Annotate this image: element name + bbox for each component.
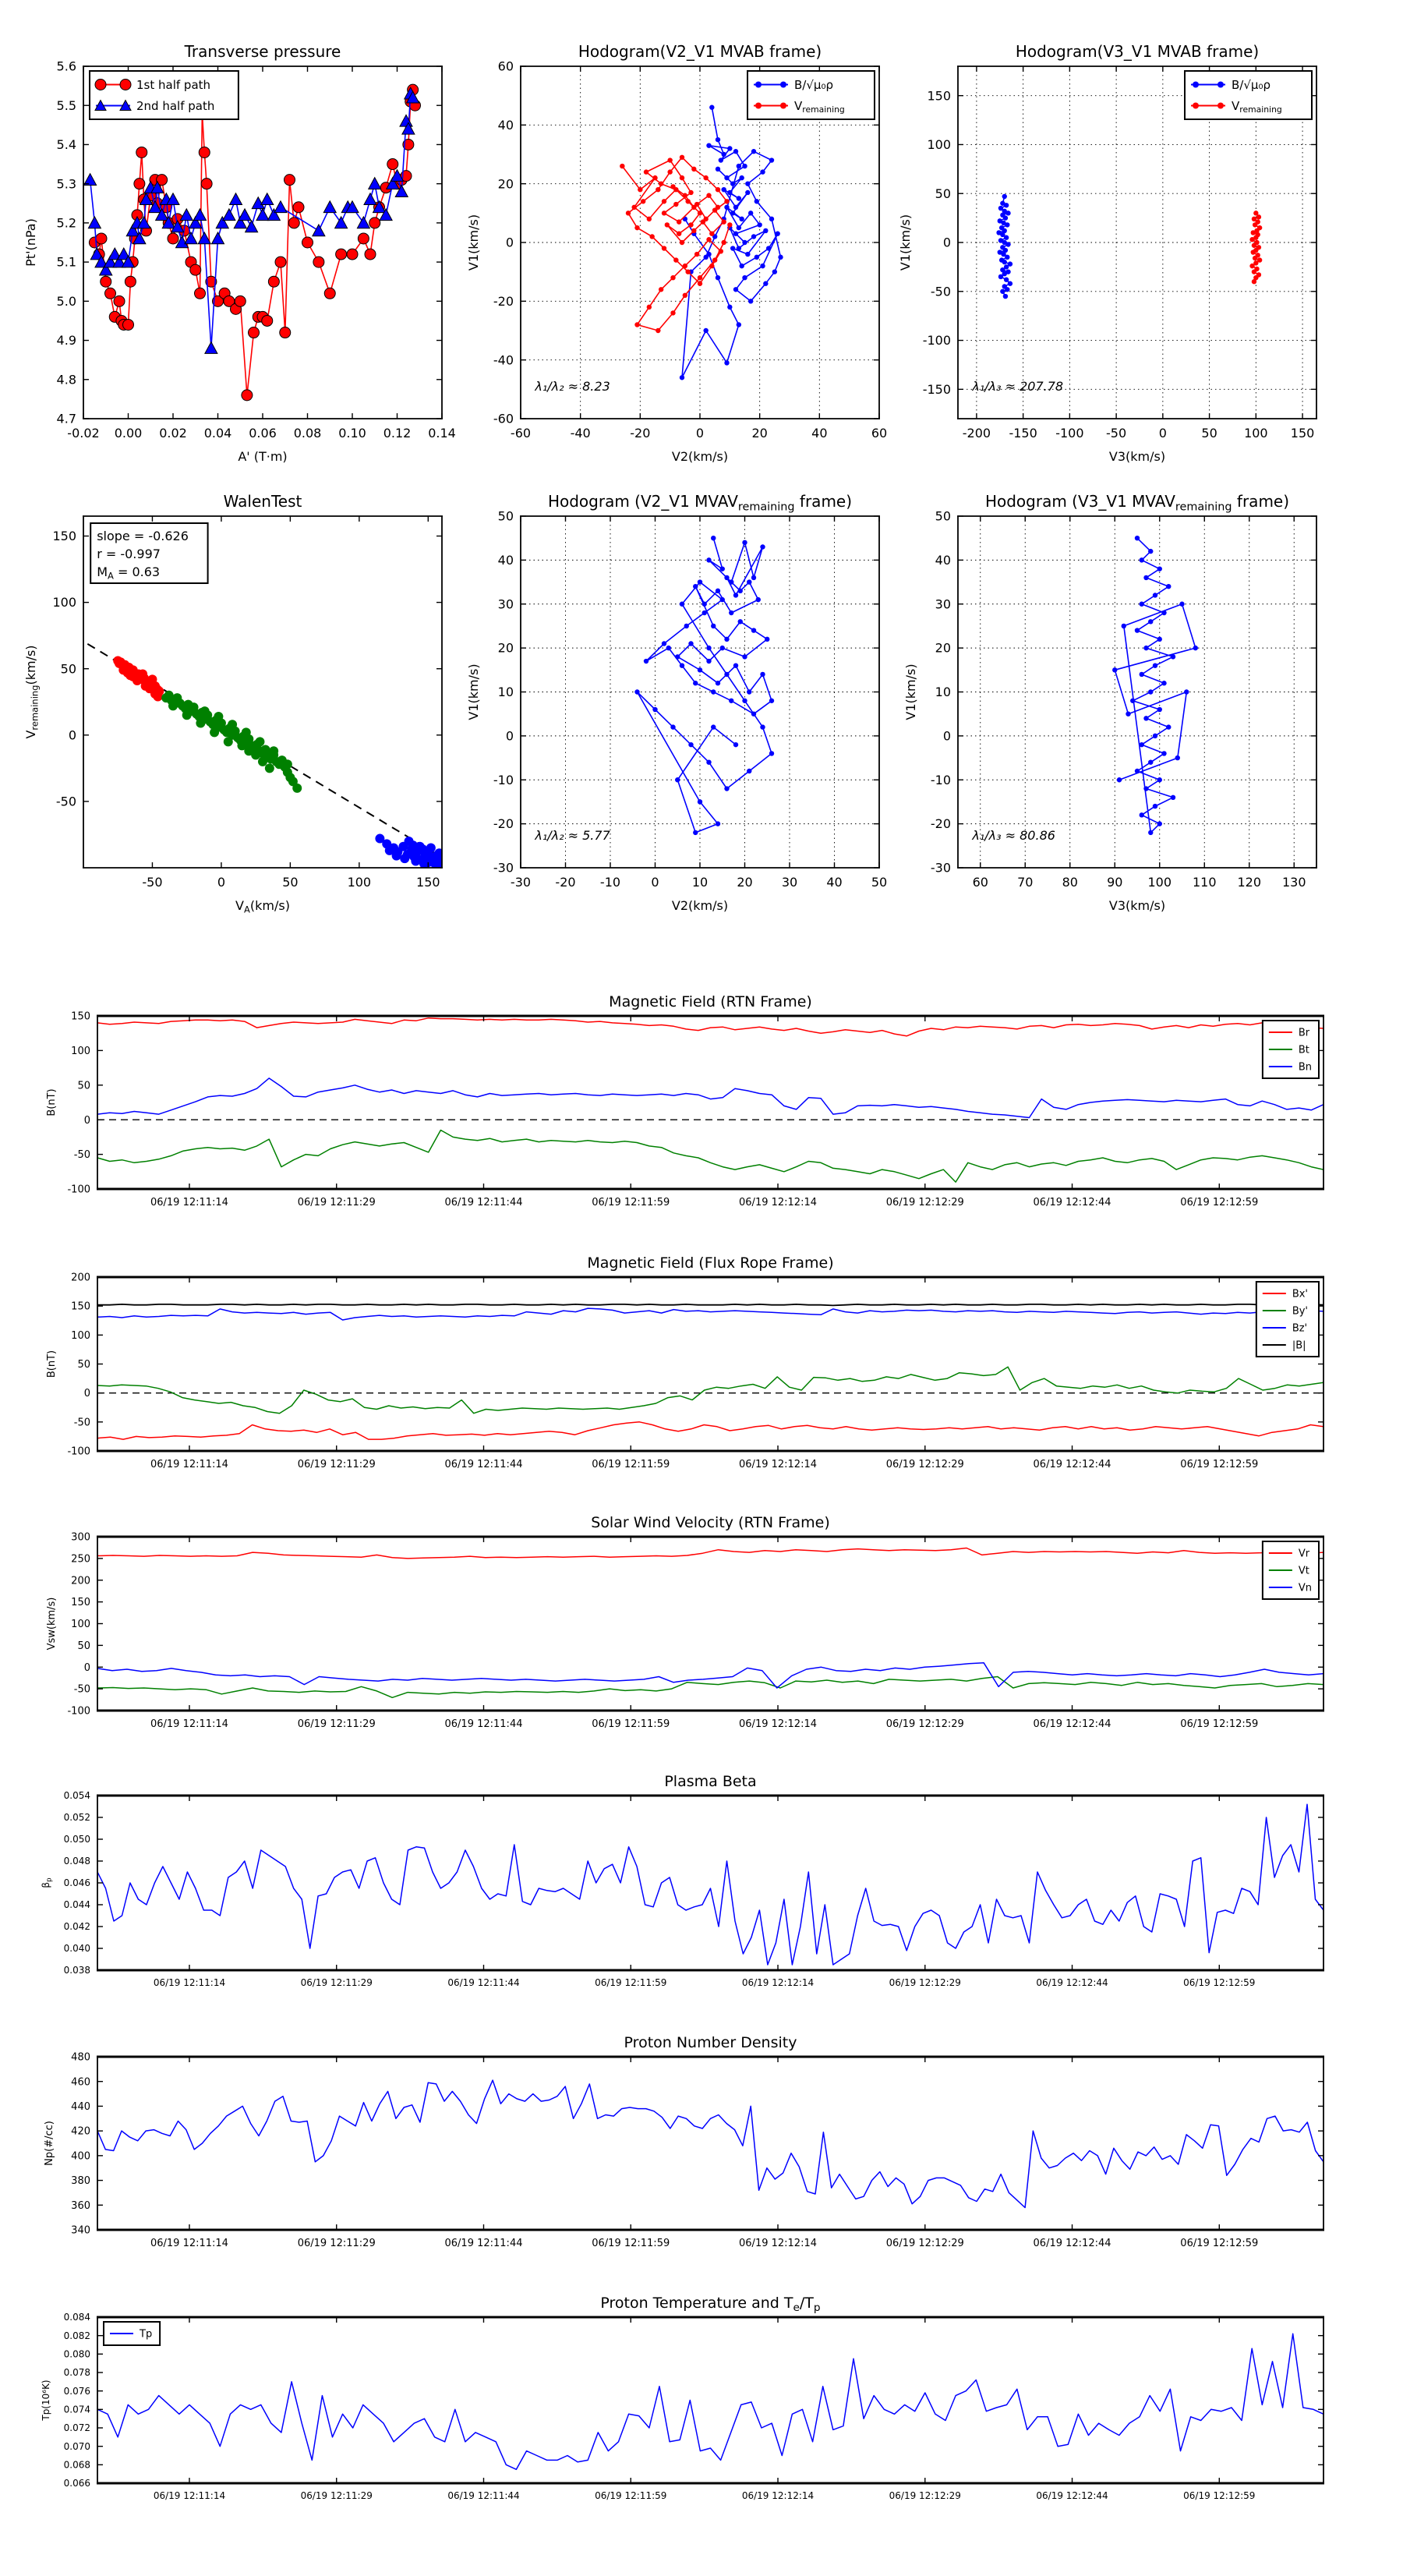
subplot-title: WalenTest xyxy=(223,492,302,511)
series-Vr xyxy=(97,1548,1323,1559)
x-tick-label: 06/19 12:12:59 xyxy=(1180,1197,1259,1208)
x-tick-label: 06/19 12:11:14 xyxy=(150,1197,228,1208)
legend-label: By' xyxy=(1292,1305,1309,1318)
y-tick-label: 4.9 xyxy=(56,333,76,349)
h2-series xyxy=(996,194,1262,299)
x-tick-label: 100 xyxy=(347,875,372,890)
bfr-subplot xyxy=(46,1254,1324,1470)
subplot-title: Hodogram(V3_V1 MVAB frame) xyxy=(1015,42,1260,61)
x-tick-label: 70 xyxy=(1017,875,1034,890)
x-tick-label: -20 xyxy=(555,875,576,890)
y-tick-label: -50 xyxy=(73,1417,90,1429)
markers-front xyxy=(113,656,164,702)
markers-rear xyxy=(375,834,449,870)
x-tick-label: 06/19 12:12:29 xyxy=(889,2490,961,2501)
legend-label: B/√μ₀ρ xyxy=(1232,77,1270,92)
y-tick-label: 100 xyxy=(71,1329,90,1342)
x-tick-label: 06/19 12:11:59 xyxy=(595,1977,667,1988)
y-tick-label: 40 xyxy=(935,552,951,568)
annotation-line: slope = -0.626 xyxy=(97,529,189,544)
x-tick-label: 06/19 12:12:29 xyxy=(889,1977,961,1988)
x-tick-label: -50 xyxy=(142,875,163,890)
x-tick-label: 0 xyxy=(651,875,659,890)
y-tick-label: -150 xyxy=(922,381,951,397)
x-tick-label: 0.00 xyxy=(114,426,143,441)
y-axis-label: $\beta_p$ xyxy=(41,1877,54,1888)
x-tick-label: 06/19 12:11:29 xyxy=(300,2490,373,2501)
legend-label: |B| xyxy=(1292,1339,1306,1352)
y-tick-label: 0.074 xyxy=(63,2404,90,2415)
y-tick-label: 340 xyxy=(71,2224,90,2237)
legend-label: 2nd half path xyxy=(136,98,215,113)
y-tick-label: -60 xyxy=(493,411,514,426)
subplot-title: Hodogram(V2_V1 MVAB frame) xyxy=(578,42,822,61)
x-tick-label: -60 xyxy=(510,426,532,441)
subplot-title: Plasma Beta xyxy=(664,1773,757,1790)
x-tick-label: 40 xyxy=(811,426,828,441)
y-tick-label: 300 xyxy=(71,1531,90,1544)
subplot-title: Hodogram (V2_V1 $MVAV_{remaining}$ frame) xyxy=(547,492,853,514)
vsw-series xyxy=(97,1548,1323,1698)
x-tick-label: 06/19 12:12:44 xyxy=(1033,2238,1111,2249)
x-tick-label: 06/19 12:12:29 xyxy=(885,1197,964,1208)
y-tick-label: 30 xyxy=(497,596,514,612)
subplot-title: Transverse pressure xyxy=(184,42,341,61)
markers-B/sqrt(mu0 rho) xyxy=(996,194,1012,299)
x-tick-label: 06/19 12:11:44 xyxy=(444,1718,523,1730)
x-tick-label: 06/19 12:11:14 xyxy=(153,2490,226,2501)
y-tick-label: -40 xyxy=(493,352,514,368)
x-tick-label: 150 xyxy=(1290,426,1315,441)
y-tick-label: -20 xyxy=(930,816,951,832)
h3-series xyxy=(634,536,774,835)
y-axis-label: Tp(10⁶K) xyxy=(41,2380,51,2421)
y-axis-label: B(nT) xyxy=(46,1088,58,1116)
series-Bt xyxy=(97,1131,1323,1183)
y-tick-label: 0.044 xyxy=(63,1899,90,1911)
markers-V_remaining xyxy=(620,155,732,334)
x-tick-label: 150 xyxy=(416,875,440,890)
y-tick-label: 150 xyxy=(927,88,951,104)
y-tick-label: 30 xyxy=(935,596,951,612)
x-tick-label: 06/19 12:11:59 xyxy=(592,1718,670,1730)
y-tick-label: 50 xyxy=(77,1080,90,1092)
y-tick-label: 0.054 xyxy=(63,1790,90,1802)
y-tick-label: -50 xyxy=(930,284,951,299)
legend-label: B/√μ₀ρ xyxy=(794,77,833,92)
legend-label: $V_{remaining}$ xyxy=(794,98,845,115)
pt-legend xyxy=(90,71,239,119)
legend-label: Bt xyxy=(1298,1044,1309,1056)
x-tick-label: 06/19 12:12:29 xyxy=(885,1459,964,1470)
annotation-text: λ₁/λ₃ ≈ 207.78 xyxy=(972,378,1064,394)
legend-label: Bn xyxy=(1298,1061,1313,1074)
subplot-title: Magnetic Field (RTN Frame) xyxy=(609,993,812,1010)
y-tick-label: 50 xyxy=(935,186,951,201)
series-Vt xyxy=(97,1677,1323,1698)
beta-subplot xyxy=(41,1773,1324,1988)
y-tick-label: 0.046 xyxy=(63,1877,90,1889)
walen-subplot xyxy=(23,492,450,915)
x-tick-label: 06/19 12:12:59 xyxy=(1180,1718,1259,1730)
bfr-series xyxy=(97,1304,1323,1439)
x-tick-label: 06/19 12:11:59 xyxy=(592,1197,670,1208)
legend-label: Vn xyxy=(1298,1582,1313,1594)
x-tick-label: 06/19 12:11:59 xyxy=(595,2490,667,2501)
x-tick-label: 06/19 12:12:14 xyxy=(739,1197,818,1208)
x-tick-label: 130 xyxy=(1281,875,1306,890)
y-tick-label: 50 xyxy=(497,508,514,524)
pt-subplot xyxy=(23,42,456,464)
brtn-subplot xyxy=(46,993,1324,1208)
np-series xyxy=(97,2080,1323,2207)
y-axis-label: V1(km/s) xyxy=(466,214,481,271)
vsw-legend xyxy=(1263,1541,1319,1599)
legend-label: $V_{remaining}$ xyxy=(1232,98,1282,115)
y-tick-label: 5.2 xyxy=(56,215,76,231)
h1-legend xyxy=(747,71,875,119)
y-tick-label: 20 xyxy=(497,176,514,192)
y-tick-label: 0.070 xyxy=(63,2440,90,2452)
y-tick-label: 100 xyxy=(71,1045,90,1057)
y-axis-label: V1(km/s) xyxy=(466,663,481,720)
series-V xyxy=(1115,538,1196,833)
x-tick-label: 0 xyxy=(1158,426,1167,441)
x-tick-label: 06/19 12:11:44 xyxy=(447,2490,520,2501)
y-tick-label: 0.066 xyxy=(63,2478,90,2489)
x-tick-label: 110 xyxy=(1192,875,1217,890)
x-tick-label: -200 xyxy=(962,426,991,441)
y-tick-label: 50 xyxy=(935,508,951,524)
x-tick-label: 06/19 12:11:44 xyxy=(444,2238,523,2249)
x-tick-label: 06/19 12:12:44 xyxy=(1033,1459,1111,1470)
y-tick-label: 200 xyxy=(71,1575,90,1587)
y-axis-label: V1(km/s) xyxy=(903,663,918,720)
y-tick-label: -100 xyxy=(67,1445,90,1458)
x-tick-label: 0.04 xyxy=(203,426,232,441)
y-tick-label: -50 xyxy=(73,1683,90,1696)
y-tick-label: 5.5 xyxy=(56,97,76,113)
y-tick-label: 20 xyxy=(935,640,951,656)
subplot-title: Magnetic Field (Flux Rope Frame) xyxy=(587,1254,834,1272)
x-tick-label: 100 xyxy=(1244,426,1268,441)
y-tick-label: 0.038 xyxy=(63,1965,90,1976)
annotation-text: λ₁/λ₃ ≈ 80.86 xyxy=(972,827,1055,843)
series-Br xyxy=(97,1018,1323,1036)
x-axis-label: V2(km/s) xyxy=(671,449,729,464)
y-tick-label: 0 xyxy=(83,1114,90,1127)
y-tick-label: -30 xyxy=(930,860,951,876)
series-Bz' xyxy=(97,1305,1323,1320)
h4-subplot xyxy=(903,492,1317,913)
markers-V xyxy=(634,536,774,835)
y-tick-label: 200 xyxy=(71,1272,90,1284)
x-tick-label: 06/19 12:12:14 xyxy=(739,2238,818,2249)
x-tick-label: 20 xyxy=(751,426,768,441)
x-tick-label: -10 xyxy=(599,875,621,890)
y-tick-label: 420 xyxy=(71,2125,90,2138)
tp-legend xyxy=(104,2322,160,2345)
x-tick-label: 06/19 12:11:59 xyxy=(592,2238,670,2249)
x-tick-label: 0.14 xyxy=(428,426,456,441)
x-tick-label: 0.06 xyxy=(249,426,277,441)
y-tick-label: 0 xyxy=(942,728,951,744)
y-tick-label: 50 xyxy=(77,1640,90,1652)
annotation-line: $M_A = 0.63$ xyxy=(97,564,161,582)
y-tick-label: 380 xyxy=(71,2175,90,2188)
y-axis-label: Vsw(km/s) xyxy=(46,1597,58,1651)
x-tick-label: 80 xyxy=(1062,875,1078,890)
series-V_remaining xyxy=(622,157,730,331)
x-tick-label: 0.08 xyxy=(293,426,322,441)
x-tick-label: -50 xyxy=(1106,426,1127,441)
x-tick-label: 50 xyxy=(871,875,888,890)
y-tick-label: 0.082 xyxy=(63,2330,90,2341)
y-tick-label: 150 xyxy=(71,1300,90,1313)
y-tick-label: 10 xyxy=(497,685,514,700)
h3-subplot xyxy=(466,492,887,913)
markers-middle xyxy=(161,691,302,793)
bfr-legend xyxy=(1256,1282,1319,1357)
x-tick-label: 0.02 xyxy=(159,426,187,441)
x-tick-label: 06/19 12:11:44 xyxy=(447,1977,520,1988)
x-tick-label: 06/19 12:11:29 xyxy=(297,1718,376,1730)
legend-label: Bz' xyxy=(1292,1322,1308,1335)
beta-series xyxy=(97,1804,1323,1965)
y-tick-label: 0 xyxy=(942,235,951,250)
x-axis-label: V2(km/s) xyxy=(671,898,729,913)
x-tick-label: 06/19 12:11:14 xyxy=(150,1459,228,1470)
y-tick-label: -100 xyxy=(922,333,951,349)
y-tick-label: -100 xyxy=(67,1184,90,1196)
series-Bn xyxy=(97,1078,1323,1118)
x-tick-label: 50 xyxy=(1201,426,1217,441)
subplot-title: Proton Temperature and $T_e/T_p$ xyxy=(600,2295,821,2315)
y-tick-label: 0.078 xyxy=(63,2367,90,2379)
y-tick-label: 20 xyxy=(497,640,514,656)
x-axis-label: $V_A(km/s)$ xyxy=(235,898,290,915)
series-Np xyxy=(97,2080,1323,2207)
x-tick-label: 06/19 12:12:29 xyxy=(885,1718,964,1730)
legend-label: Tp xyxy=(140,2328,153,2341)
x-tick-label: 0.12 xyxy=(383,426,412,441)
y-axis-label: V1(km/s) xyxy=(898,214,913,271)
legend-label: Br xyxy=(1298,1027,1310,1039)
x-tick-label: 06/19 12:12:14 xyxy=(739,1718,818,1730)
y-tick-label: 0.076 xyxy=(63,2385,90,2397)
brtn-series xyxy=(97,1018,1323,1182)
x-tick-label: 06/19 12:12:14 xyxy=(741,2490,815,2501)
markers-2nd half path xyxy=(84,87,419,353)
y-tick-label: 0 xyxy=(505,235,514,250)
subplot-title: Proton Number Density xyxy=(624,2034,797,2051)
y-tick-label: 0 xyxy=(83,1388,90,1400)
y-tick-label: 0.052 xyxy=(63,1812,90,1824)
series-By' xyxy=(97,1367,1323,1414)
x-tick-label: 20 xyxy=(737,875,753,890)
x-tick-label: 100 xyxy=(1147,875,1172,890)
x-tick-label: -20 xyxy=(630,426,651,441)
legend-label: 1st half path xyxy=(136,77,211,92)
x-tick-label: 06/19 12:11:29 xyxy=(297,1459,376,1470)
pt-series xyxy=(84,84,421,401)
x-axis-label: V3(km/s) xyxy=(1108,449,1166,464)
y-tick-label: 4.7 xyxy=(56,411,76,426)
x-tick-label: 06/19 12:12:59 xyxy=(1183,1977,1256,1988)
y-axis-label: B(nT) xyxy=(46,1350,58,1378)
x-tick-label: 06/19 12:11:44 xyxy=(444,1197,523,1208)
h1-subplot xyxy=(466,42,887,464)
x-tick-label: 30 xyxy=(781,875,798,890)
y-axis-label: Np(#/cc) xyxy=(44,2121,55,2166)
y-tick-label: 40 xyxy=(497,117,514,133)
y-tick-label: 100 xyxy=(927,137,951,153)
tp-subplot xyxy=(41,2295,1324,2501)
y-tick-label: 50 xyxy=(60,661,76,677)
y-tick-label: 0.042 xyxy=(63,1921,90,1933)
x-tick-label: 06/19 12:12:44 xyxy=(1036,2490,1108,2501)
x-tick-label: 0.10 xyxy=(338,426,366,441)
x-tick-label: 06/19 12:12:14 xyxy=(739,1459,818,1470)
x-tick-label: 06/19 12:11:14 xyxy=(153,1977,226,1988)
y-tick-label: 0 xyxy=(68,727,76,743)
x-tick-label: 06/19 12:11:14 xyxy=(150,1718,228,1730)
x-axis-label: A' (T·m) xyxy=(238,449,288,464)
vsw-subplot xyxy=(46,1514,1324,1730)
series-|B| xyxy=(97,1304,1323,1306)
y-tick-label: 150 xyxy=(71,1010,90,1023)
y-tick-label: 100 xyxy=(52,595,76,610)
walen-series xyxy=(113,656,449,870)
annotation-text: λ₁/λ₂ ≈ 5.77 xyxy=(535,827,610,843)
y-tick-label: 4.8 xyxy=(56,372,76,387)
legend-label: Vr xyxy=(1298,1548,1310,1560)
y-tick-label: -10 xyxy=(493,772,514,787)
h4-series xyxy=(1112,536,1198,835)
y-tick-label: -50 xyxy=(55,794,76,809)
y-tick-label: 5.0 xyxy=(56,293,76,309)
y-tick-label: 10 xyxy=(935,685,951,700)
x-tick-label: 06/19 12:12:44 xyxy=(1036,1977,1108,1988)
annotation-text: λ₁/λ₂ ≈ 8.23 xyxy=(535,378,610,394)
x-tick-label: 06/19 12:12:59 xyxy=(1183,2490,1256,2501)
x-tick-label: 06/19 12:12:44 xyxy=(1033,1197,1111,1208)
h2-subplot xyxy=(898,42,1317,464)
x-axis-label: V3(km/s) xyxy=(1108,898,1166,913)
x-tick-label: -30 xyxy=(510,875,532,890)
y-tick-label: 0.068 xyxy=(63,2459,90,2471)
y-tick-label: 250 xyxy=(71,1553,90,1566)
y-tick-label: -20 xyxy=(493,816,514,832)
y-tick-label: 150 xyxy=(52,529,76,544)
y-tick-label: 40 xyxy=(497,552,514,568)
y-tick-label: -10 xyxy=(930,772,951,787)
h2-legend xyxy=(1185,71,1312,119)
series-Tp xyxy=(97,2334,1323,2469)
x-tick-label: 90 xyxy=(1107,875,1123,890)
x-tick-label: 40 xyxy=(826,875,843,890)
y-tick-label: 0.080 xyxy=(63,2348,90,2360)
x-tick-label: 06/19 12:12:29 xyxy=(885,2238,964,2249)
y-tick-label: 0.072 xyxy=(63,2422,90,2434)
y-tick-label: 5.3 xyxy=(56,176,76,192)
x-tick-label: 06/19 12:12:44 xyxy=(1033,1718,1111,1730)
y-tick-label: -20 xyxy=(493,293,514,309)
y-tick-label: 0.084 xyxy=(63,2312,90,2323)
y-tick-label: 460 xyxy=(71,2076,90,2089)
y-tick-label: 5.4 xyxy=(56,137,76,153)
legend-label: Vt xyxy=(1298,1565,1309,1577)
y-tick-label: 0.048 xyxy=(63,1856,90,1867)
x-tick-label: -150 xyxy=(1009,426,1037,441)
y-tick-label: 0 xyxy=(83,1661,90,1674)
x-tick-label: 50 xyxy=(282,875,299,890)
x-tick-label: 10 xyxy=(691,875,709,890)
y-tick-label: 150 xyxy=(71,1597,90,1609)
x-tick-label: 60 xyxy=(972,875,988,890)
y-tick-label: -50 xyxy=(73,1149,90,1162)
x-tick-label: 120 xyxy=(1237,875,1262,890)
y-tick-label: 0.040 xyxy=(63,1943,90,1955)
x-tick-label: 06/19 12:11:14 xyxy=(150,2238,228,2249)
x-tick-label: 06/19 12:11:29 xyxy=(300,1977,373,1988)
y-axis-label: Pt'(nPa) xyxy=(23,218,38,267)
y-tick-label: 400 xyxy=(71,2150,90,2163)
y-axis-label: $V_{remaining}(km/s)$ xyxy=(23,645,41,739)
x-tick-label: 06/19 12:11:29 xyxy=(297,1197,376,1208)
tp-series xyxy=(97,2334,1323,2469)
x-tick-label: -0.02 xyxy=(67,426,100,441)
series-beta_p xyxy=(97,1804,1323,1965)
np-subplot xyxy=(44,2034,1324,2249)
x-tick-label: 06/19 12:11:59 xyxy=(592,1459,670,1470)
subplot-title: Hodogram (V3_V1 $MVAV_{remaining}$ frame) xyxy=(984,492,1290,514)
x-tick-label: 06/19 12:11:29 xyxy=(297,2238,376,2249)
subplot-title: Solar Wind Velocity (RTN Frame) xyxy=(591,1514,830,1531)
y-tick-label: 5.1 xyxy=(56,254,76,270)
x-tick-label: -40 xyxy=(570,426,591,441)
y-tick-label: 5.6 xyxy=(56,58,76,74)
annotation-line: r = -0.997 xyxy=(97,547,161,562)
y-tick-label: 360 xyxy=(71,2199,90,2212)
x-tick-label: 06/19 12:12:14 xyxy=(741,1977,815,1988)
y-tick-label: 60 xyxy=(497,58,514,74)
x-tick-label: 06/19 12:12:59 xyxy=(1180,1459,1259,1470)
y-tick-label: 440 xyxy=(71,2100,90,2113)
y-tick-label: -30 xyxy=(493,860,514,876)
x-tick-label: -100 xyxy=(1055,426,1084,441)
series-Bx' xyxy=(97,1422,1323,1439)
x-tick-label: 0 xyxy=(695,426,705,441)
y-tick-label: 0 xyxy=(505,728,514,744)
x-tick-label: 60 xyxy=(871,426,888,441)
x-tick-label: 0 xyxy=(217,875,226,890)
x-tick-label: 06/19 12:11:44 xyxy=(444,1459,523,1470)
y-tick-label: 480 xyxy=(71,2051,90,2064)
x-tick-label: 06/19 12:12:59 xyxy=(1180,2238,1259,2249)
y-tick-label: 0.050 xyxy=(63,1834,90,1845)
brtn-legend xyxy=(1263,1021,1319,1078)
y-tick-label: -100 xyxy=(67,1705,90,1718)
y-tick-label: 50 xyxy=(77,1359,90,1371)
y-tick-label: 100 xyxy=(71,1619,90,1631)
legend-label: Bx' xyxy=(1292,1288,1309,1300)
